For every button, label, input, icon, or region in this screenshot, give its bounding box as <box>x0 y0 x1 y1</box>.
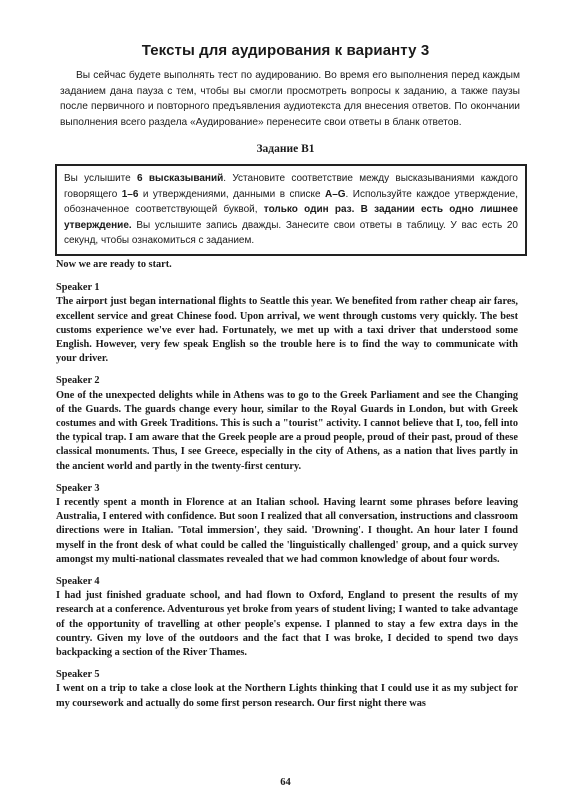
task-bold-2: 1–6 <box>121 188 139 200</box>
speaker-text: One of the unexpected delights while in Athens was to go to the Greek Parliament and see the Changing of the Guards. The guards change every hour, similar to the Royal Guards in London, but with Greek costumes and with Greek Traditions. This is such a "tourist" activity. I cannot believe that I, too, fell into the typical trap. I am aware that the Greek people are a proud people, proud of their past, proud of these classical monuments. Thus, I see Greece, especially in the city of Athens, as a nation that lives partly in the ancient world and partly in the twenty-first century. <box>56 389 518 472</box>
speaker-block <box>56 482 518 567</box>
task-text-5: Вы услышите запись дважды. Занесите свои ответы в таблицу. У вас есть 20 секунд, чтобы ознакомиться с заданием. <box>64 219 518 247</box>
speaker-block <box>56 281 518 366</box>
task-text-4: . Используйте каждое утверждение, обозначенное соответствующей буквой, <box>64 188 518 216</box>
speaker-block <box>56 668 518 711</box>
speaker-block <box>56 374 518 473</box>
task-bold-1: 6 высказываний <box>137 173 224 184</box>
task-text-1: Вы услышите <box>64 173 138 184</box>
speaker-block <box>56 575 518 660</box>
task-heading: Задание В1 <box>256 143 315 155</box>
task-text-2: . Установите соответствие между высказываниями каждого говорящего <box>64 173 518 200</box>
page-number: 64 <box>280 777 291 788</box>
transcript-body <box>56 258 518 719</box>
speaker-name: Speaker 1 <box>56 282 100 294</box>
speaker-name: Speaker 2 <box>56 375 100 387</box>
speaker-name: Speaker 5 <box>56 669 100 681</box>
task-bold-4: только один раз. В задании есть одно лишнее утверждение. <box>64 204 519 231</box>
ready-line: Now we are ready to start. <box>56 259 172 270</box>
intro-paragraph: Вы сейчас будете выполнять тест по аудированию. Во время его выполнения перед каждым заданием дана пауза с тем, чтобы вы смогли просмотреть вопросы к заданию, а также паузы после первичного и повторного предъявления аудиотекста для внесения ответов. По окончании выполнения всего раздела «Аудирование» перенесите свои ответы в бланк ответов. <box>60 70 520 128</box>
task-instructions-box <box>55 164 527 256</box>
task-text-3: и утверждениями, данными в списке <box>138 188 325 200</box>
speaker-text: I had just finished graduate school, and had flown to Oxford, England to present the results of my research at a conference. Adventurous yet broke from years of student living; I wanted to take advantage of the opportunity of travelling at other people's expense. I planned to stay a few extra days in the country. Given my love of the outdoors and the fact that I was broke, I decided to spend two days backpacking a section of the River Thames. <box>56 590 518 659</box>
speaker-name: Speaker 4 <box>56 576 100 588</box>
speaker-text: I recently spent a month in Florence at an Italian school. Having learnt some phrases before leaving Australia, I entered with confidence. But soon I realized that all conversation, instructions and classroom directions were in Italian. 'Total immersion', they said. 'Drowning'. I thought. An hour later I found myself in the front desk of what could be called the 'linguistically challenged' group, and a quick survey amongst my multi-national classmates revealed that we had common knowledge of about four words. <box>56 497 518 565</box>
task-bold-3: A–G <box>324 188 346 200</box>
speaker-text: I went on a trip to take a close look at the Northern Lights thinking that I could use it as my subject for my coursework and actually do some first person research. Our first night there was <box>56 683 518 709</box>
speaker-text: The airport just began international flights to Seattle this year. We benefited from rather cheap air fares, excellent service and great Chinese food. Upon arrival, we went through customs very quickly. The best customs experience we've ever had. Fortunately, we met up with a taxi driver that understood some English. However, very few speak English so the trouble here is to find the way to communicate with your driver. <box>56 296 518 365</box>
speaker-name: Speaker 3 <box>56 482 100 494</box>
page-title: Тексты для аудирования к варианту 3 <box>141 42 430 59</box>
